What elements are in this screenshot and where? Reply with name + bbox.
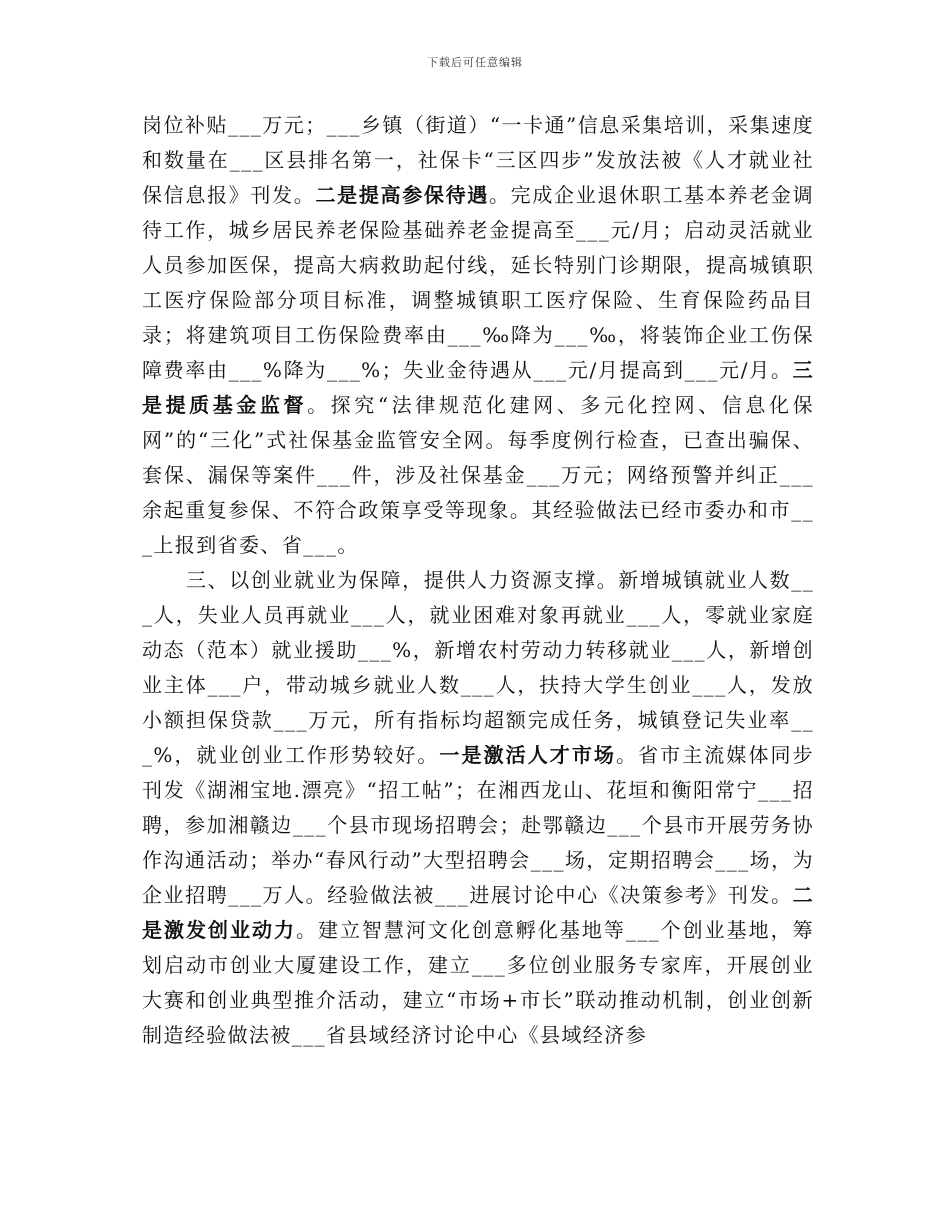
paragraph-text: 。建立智慧河文化创意孵化基地等___个创业基地，筹划启动市创业大厦建设工作，建立___多位创业服务专家库，开展创业大赛和创业典型推介活动，建立“市场+市长”联动推动机制，创业创新制造经验做法被___省县域经济讨论中心《县域经济参 bbox=[142, 918, 814, 1047]
bold-heading-entrepreneurship: 二是激发创业动力 bbox=[142, 883, 814, 942]
bold-heading-insurance-benefits: 二是提高参保待遇 bbox=[315, 183, 489, 207]
paragraph-text: 。探究“法律规范化建网、多元化控网、信息化保网”的“三化”式社保基金监管安全网。每季度例行检查，已查出骗保、套保、漏保等案件___件，涉及社保基金___万元；网络预警并纠正___余起重复参保、不符合政策享受等现象。其经验做法已经市委办和市___上报到省委、省___。 bbox=[142, 393, 814, 557]
bold-heading-talent-market: 一是激活人才市场 bbox=[439, 743, 616, 767]
paragraph-text: 岗位补贴___万元；___乡镇（街道）“一卡通”信息采集培训，采集速度和数量在___区县排名第一，社保卡“三区四步”发放法被《人才就业社保信息报》刊发。 bbox=[142, 113, 814, 207]
paragraph-text: 三、以创业就业为保障，提供人力资源支撑。新增城镇就业人数___人，失业人员再就业___人，就业困难对象再就业___人，零就业家庭动态（范本）就业援助___%，新增农村劳动力转移就业___人，新增创业主体___户，带动城乡就业人数___人，扶持大学生创业___人，发放小额担保贷款___万元，所有指标均超额完成任务，城镇登记失业率___%，就业创业工作形势较好。 bbox=[142, 568, 814, 767]
document-body bbox=[142, 108, 814, 1053]
paragraph-social-security bbox=[142, 108, 814, 563]
bold-heading-fund-supervision: 三是提质基金监督 bbox=[142, 358, 814, 417]
paragraph-text: 。完成企业退休职工基本养老金调待工作，城乡居民养老保险基础养老金提高至___元/月；启动灵活就业人员参加医保，提高大病救助起付线，延长特别门诊期限，提高城镇职工医疗保险部分项目标准，调整城镇职工医疗保险、生育保险药品目录；将建筑项目工伤保险费率由___‰降为___‰，将装饰企业工伤保障费率由___%降为___%；失业金待遇从___元/月提高到___元/月。 bbox=[142, 183, 815, 382]
paragraph-text: 。省市主流媒体同步刊发《湖湘宝地.漂亮》“招工帖”；在湘西龙山、花垣和衡阳常宁___招聘，参加湘赣边___个县市现场招聘会；赴鄂赣边___个县市开展劳务协作沟通活动；举办“春风行动”大型招聘会___场，定期招聘会___场，为企业招聘___万人。经验做法被___进展讨论中心《决策参考》刊发。 bbox=[142, 743, 815, 907]
page-header: 下载后可任意编辑 bbox=[427, 56, 523, 69]
paragraph-employment bbox=[142, 563, 814, 1053]
